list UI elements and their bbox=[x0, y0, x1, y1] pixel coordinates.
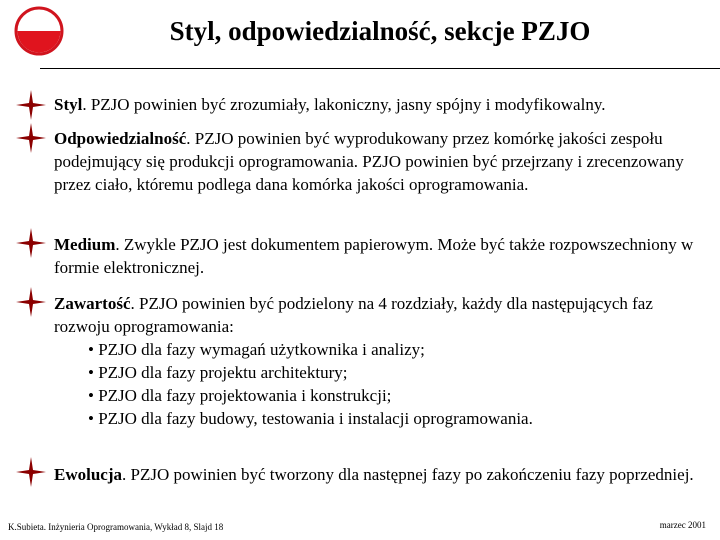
footer-date: marzec 2001 bbox=[659, 520, 706, 530]
item-odpowiedzialnosc bbox=[54, 127, 712, 196]
subitem: • PZJO dla fazy projektu architektury; bbox=[88, 363, 348, 382]
item-styl bbox=[54, 93, 712, 116]
subitem: • PZJO dla fazy wymagań użytkownika i analizy; bbox=[88, 340, 425, 359]
item-term: Odpowiedzialność bbox=[54, 129, 187, 148]
four-point-star-icon bbox=[14, 455, 48, 489]
item-text: . PZJO powinien być podzielony na 4 rozdziały, każdy dla następujących faz rozwoju oprogramowania: bbox=[54, 294, 653, 336]
item-text: . Zwykle PZJO jest dokumentem papierowym. Może być także rozpowszechniony w formie elektronicznej. bbox=[54, 235, 694, 277]
subitem: • PZJO dla fazy projektowania i konstrukcji; bbox=[88, 386, 392, 405]
polish-flag-circle-icon bbox=[14, 6, 64, 56]
logo bbox=[14, 6, 64, 56]
item-term: Medium bbox=[54, 235, 116, 254]
item-zawartosc bbox=[54, 292, 712, 430]
four-point-star-icon bbox=[14, 285, 48, 319]
item-term: Ewolucja bbox=[54, 465, 122, 484]
slide-title: Styl, odpowiedzialność, sekcje PZJO bbox=[169, 16, 591, 46]
four-point-star-icon bbox=[14, 226, 48, 260]
title-divider bbox=[40, 68, 720, 69]
item-term: Styl bbox=[54, 95, 83, 114]
item-term: Zawartość bbox=[54, 294, 131, 313]
four-point-star-icon bbox=[14, 88, 48, 122]
item-text: . PZJO powinien być tworzony dla następnej fazy po zakończeniu fazy poprzedniej. bbox=[122, 465, 694, 484]
four-point-star-icon bbox=[14, 121, 48, 155]
item-text: . PZJO powinien być wyprodukowany przez komórkę jakości zespołu podejmujący się produkcji oprogramowania. PZJO powinien być przejrzany i zrecenzowany przez ciało, któremu podlega dana komórka jakości oprogramowania. bbox=[54, 129, 684, 194]
item-medium bbox=[54, 233, 712, 279]
item-ewolucja bbox=[54, 463, 712, 486]
footer-credit: K.Subieta. Inżynieria Oprogramowania, Wykład 8, Slajd 18 bbox=[8, 522, 224, 532]
item-text: . PZJO powinien być zrozumiały, lakoniczny, jasny spójny i modyfikowalny. bbox=[82, 95, 606, 114]
subitem: • PZJO dla fazy budowy, testowania i instalacji oprogramowania. bbox=[88, 409, 533, 428]
